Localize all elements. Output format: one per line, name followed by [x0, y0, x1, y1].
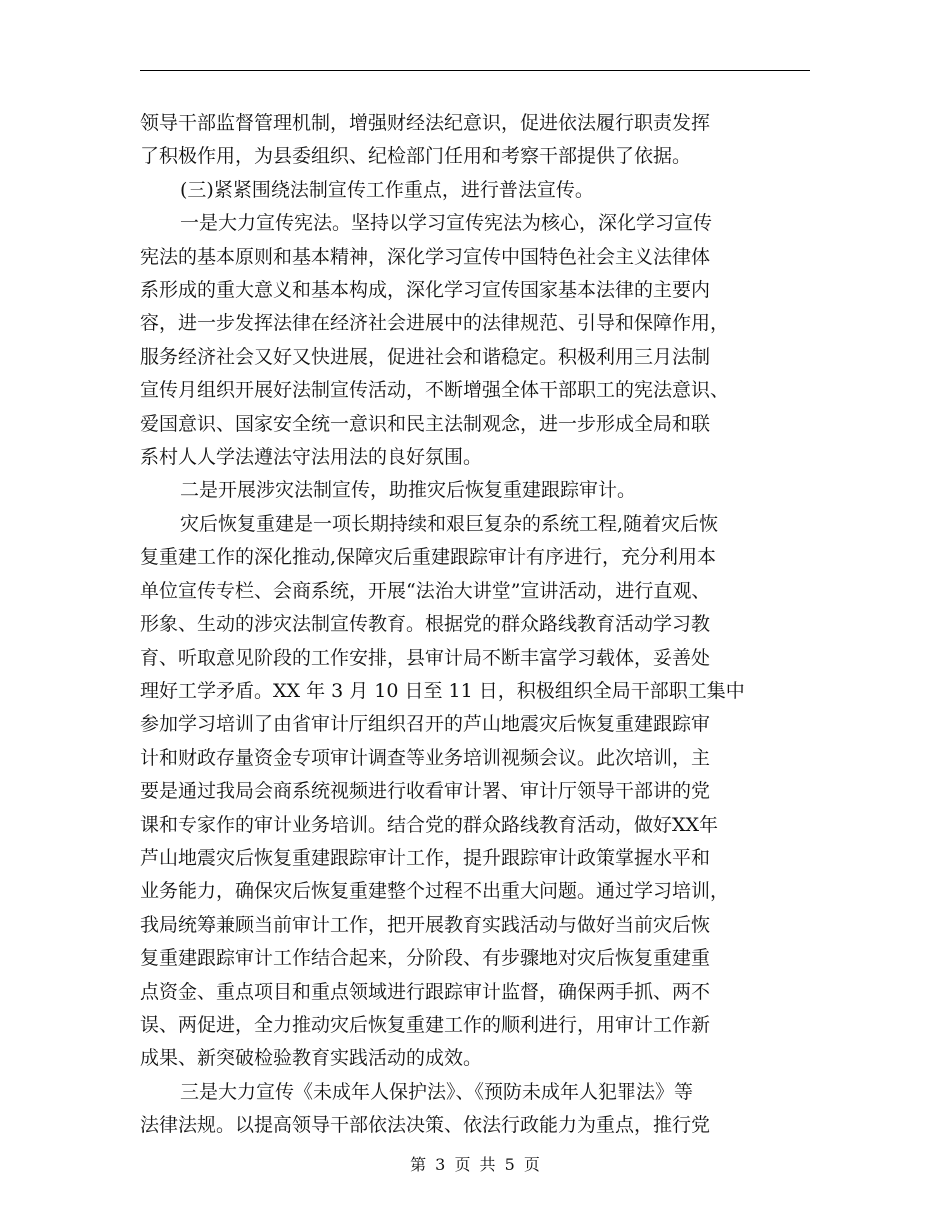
text-line: 爱国意识、国家安全统一意识和民主法制观念，进一步形成全局和联 — [140, 412, 711, 435]
text-line: 容，进一步发挥法律在经济社会进展中的法律规范、引导和保障作用， — [140, 312, 730, 335]
text-line: 芦山地震灾后恢复重建跟踪审计工作，提升跟踪审计政策掌握水平和 — [140, 846, 711, 869]
paragraph-4 — [140, 474, 810, 507]
paragraph-1 — [140, 107, 810, 174]
text-line: 误、两促进，全力推动灾后恢复重建工作的顺利进行，用审计工作新 — [140, 1013, 711, 1036]
text-line: 课和专家作的审计业务培训。结合党的群众路线教育活动，做好XX年 — [140, 813, 719, 836]
text-line: 育、听取意见阶段的工作安排，县审计局不断丰富学习载体，妥善处 — [140, 646, 711, 669]
text-line: 系形成的重大意义和基本构成，深化学习宣传国家基本法律的主要内 — [140, 279, 711, 302]
text-line: 参加学习培训了由省审计厅组织召开的芦山地震灾后恢复重建跟踪审 — [140, 713, 711, 736]
text-line: 我局统筹兼顾当前审计工作，把开展教育实践活动与做好当前灾后恢 — [140, 913, 711, 936]
text-line: (三)紧紧围绕法制宣传工作重点，进行普法宣传。 — [180, 178, 594, 201]
text-line: 点资金、重点项目和重点领域进行跟踪审计监督，确保两手抓、两不 — [140, 980, 711, 1003]
text-line: 系村人人学法遵法守法用法的良好氛围。 — [140, 446, 483, 469]
document-body — [140, 107, 810, 1143]
paragraph-3 — [140, 207, 810, 474]
text-line: 复重建工作的深化推动,保障灾后重建跟踪审计有序进行，充分利用本 — [140, 546, 717, 569]
text-line: 宣传月组织开展好法制宣传活动，不断增强全体干部职工的宪法意识、 — [140, 379, 730, 402]
text-line: 单位宣传专栏、会商系统，开展“法治大讲堂”宣讲活动，进行直观、 — [140, 579, 711, 602]
header-rule — [140, 70, 810, 71]
text-line: 计和财政存量资金专项审计调查等业务培训视频会议。此次培训，主 — [140, 746, 711, 769]
text-line: 成果、新突破检验教育实践活动的成效。 — [140, 1047, 483, 1070]
text-line: 法律法规。以提高领导干部依法决策、依法行政能力为重点，推行党 — [140, 1114, 711, 1137]
paragraph-6 — [140, 1076, 810, 1143]
paragraph-5 — [140, 508, 810, 1076]
text-line: 宪法的基本原则和基本精神，深化学习宣传中国特色社会主义法律体 — [140, 245, 711, 268]
text-line: 业务能力，确保灾后恢复重建整个过程不出重大问题。通过学习培训， — [140, 880, 730, 903]
page-number: 第 3 页 共 5 页 — [410, 1155, 540, 1174]
section-heading — [140, 174, 810, 207]
text-line: 一是大力宣传宪法。坚持以学习宣传宪法为核心，深化学习宣传 — [180, 212, 713, 235]
text-line: 复重建跟踪审计工作结合起来，分阶段、有步骤地对灾后恢复重建重 — [140, 947, 711, 970]
text-line: 领导干部监督管理机制，增强财经法纪意识，促进依法履行职责发挥 — [140, 112, 711, 134]
text-line: 三是大力宣传《未成年人保护法》、《预防未成年人犯罪法》等 — [180, 1080, 694, 1103]
text-line: 了积极作用，为县委组织、纪检部门任用和考察干部提供了依据。 — [140, 145, 692, 168]
text-line: 要是通过我局会商系统视频进行收看审计署、审计厅领导干部讲的党 — [140, 780, 711, 803]
text-line: 形象、生动的涉灾法制宣传教育。根据党的群众路线教育活动学习教 — [140, 613, 711, 636]
text-line: 灾后恢复重建是一项长期持续和艰巨复杂的系统工程,随着灾后恢 — [180, 512, 719, 535]
text-line: 服务经济社会又好又快进展，促进社会和谐稳定。积极利用三月法制 — [140, 345, 711, 368]
text-line: 二是开展涉灾法制宣传，助推灾后恢复重建跟踪审计。 — [180, 479, 637, 502]
text-line: 理好工学矛盾。XX 年 3 月 10 日至 11 日，积极组织全局干部职工集中 — [140, 679, 745, 702]
